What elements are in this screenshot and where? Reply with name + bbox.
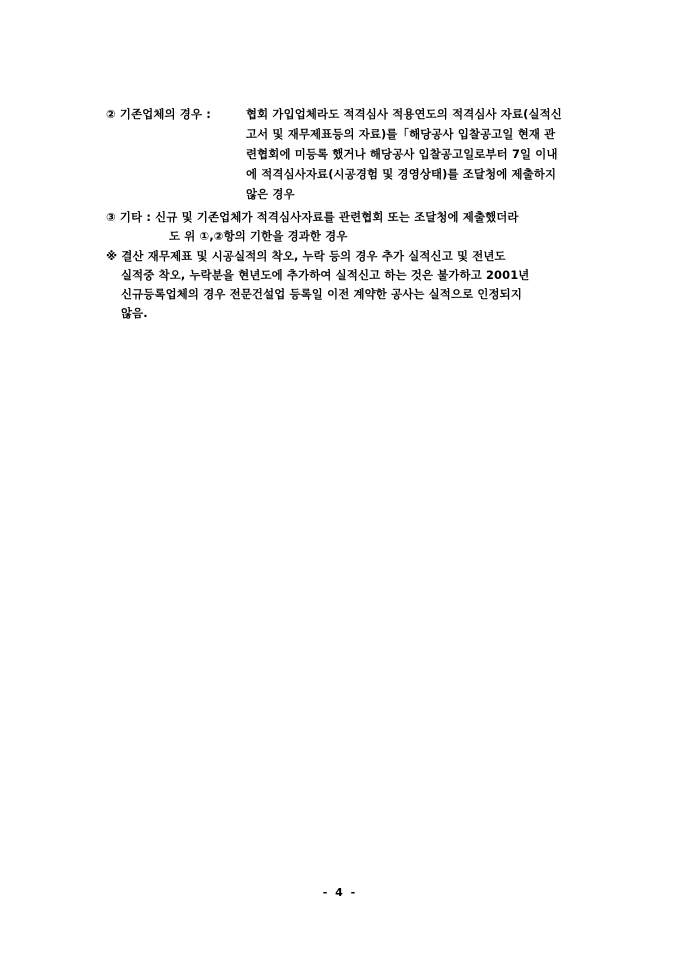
note-line-2: 실적중 착오, 누락분을 현년도에 추가하여 실적신고 하는 것은 불가하고 2001년 <box>121 268 530 282</box>
note-line-4: 않음. <box>121 306 148 320</box>
note-line-3: 신규등록업체의 경우 전문건설업 등록일 이전 계약한 공사는 실적으로 인정되지 <box>121 287 522 301</box>
item2-marker: ② <box>106 107 116 121</box>
item3-line-2: 도 위 ①,②항의 기한을 경과한 경우 <box>169 229 348 243</box>
page-number: - 4 - <box>322 886 358 899</box>
item2-line-3: 련협회에 미등록 했거나 해당공사 입찰공고일로부터 7일 이내 <box>246 147 558 161</box>
item2-label: 기존업체의 경우 : <box>119 107 211 121</box>
item2-line-5: 않은 경우 <box>246 187 295 201</box>
item2-header <box>106 107 211 121</box>
item2-line-1: 협회 가입업체라도 적격심사 적용연도의 적격심사 자료(실적신 <box>246 107 562 121</box>
item2-line-4: 에 적격심사자료(시공경험 및 경영상태)를 조달청에 제출하지 <box>246 167 557 181</box>
item2-line-2: 고서 및 재무제표등의 자료)를「해당공사 입찰공고일 현재 관 <box>246 127 556 141</box>
note-line-1-row <box>106 249 506 263</box>
item3-line-1: 기타 : 신규 및 기존업체가 적격심사자료를 관련협회 또는 조달청에 제출했더라 <box>119 210 519 224</box>
note-line-1: 결산 재무제표 및 시공실적의 착오, 누락 등의 경우 추가 실적신고 및 전년도 <box>121 249 506 263</box>
item3-line-1-row <box>106 210 519 224</box>
item3-marker: ③ <box>106 210 116 224</box>
note-marker: ※ <box>106 249 118 263</box>
